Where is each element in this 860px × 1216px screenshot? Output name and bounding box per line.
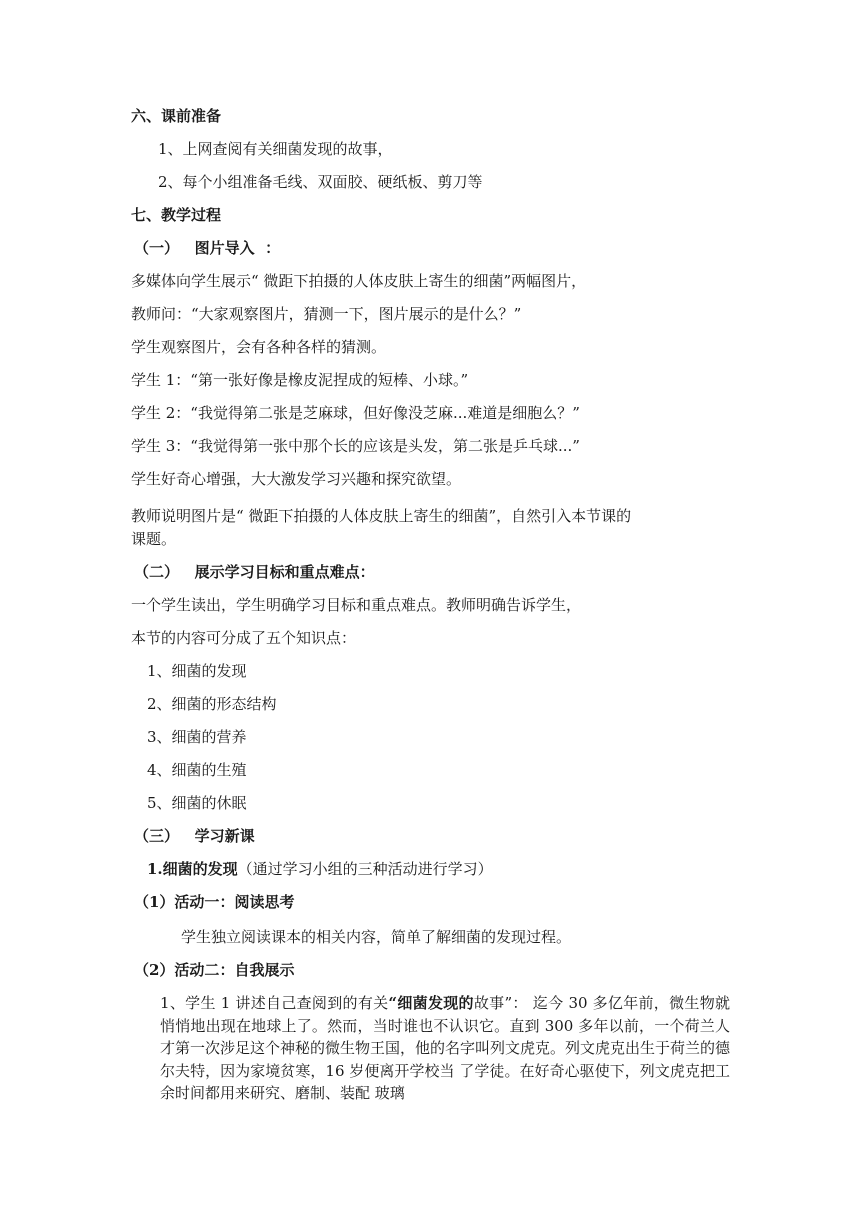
paragraph-student-1: 学生 1：“第一张好像是橡皮泥捏成的短棒、小球。” bbox=[131, 371, 469, 389]
activity-2-heading: （2）活动二：自我展示 bbox=[134, 961, 295, 979]
paragraph-five-points: 本节的内容可分成了五个知识点： bbox=[131, 629, 357, 647]
paragraph-teacher-explain-line1: 教师说明图片是“ 微距下拍摄的人体皮肤上寄生的细菌”，自然引入本节课的 bbox=[131, 507, 632, 525]
lesson-1-note: （通过学习小组的三种活动进行学习） bbox=[237, 860, 493, 878]
section-heading-prep: 六、课前准备 bbox=[131, 107, 222, 125]
lesson-1-title: 1.细菌的发现 bbox=[147, 860, 238, 878]
paragraph-teacher-explain-line2: 课题。 bbox=[131, 530, 177, 548]
knowledge-point-item: 1、细菌的发现 bbox=[147, 662, 247, 680]
paragraph-teacher-question: 教师问：“大家观察图片，猜测一下，图片展示的是什么？” bbox=[131, 305, 522, 323]
activity-1-heading: （1）活动一：阅读思考 bbox=[134, 893, 295, 911]
story-title-bold: “细菌发现的 bbox=[388, 994, 474, 1012]
prep-item-2: 2、每个小组准备毛线、双面胶、硬纸板、剪刀等 bbox=[158, 173, 483, 191]
paragraph-students-observe: 学生观察图片，会有各种各样的猜测。 bbox=[131, 338, 387, 356]
paragraph-read-goals: 一个学生读出，学生明确学习目标和重点难点。教师明确告诉学生， bbox=[131, 596, 582, 614]
knowledge-point-item: 2、细菌的形态结构 bbox=[147, 695, 277, 713]
part-heading-picture-intro: （一） 图片导入 ： bbox=[134, 239, 281, 257]
part-heading-goals: （二） 展示学习目标和重点难点： bbox=[134, 563, 375, 581]
activity-1-text: 学生独立阅读课本的相关内容，简单了解细菌的发现过程。 bbox=[181, 928, 572, 946]
part-heading-new-lesson: （三） 学习新课 bbox=[134, 827, 255, 845]
paragraph-student-3: 学生 3：“我觉得第一张中那个长的应该是头发，第二张是乒乓球...” bbox=[131, 437, 580, 455]
knowledge-point-item: 5、细菌的休眠 bbox=[147, 794, 247, 812]
knowledge-point-item: 3、细菌的营养 bbox=[147, 728, 247, 746]
paragraph-multimedia: 多媒体向学生展示“ 微距下拍摄的人体皮肤上寄生的细菌”两幅图片， bbox=[131, 272, 587, 290]
paragraph-student-2: 学生 2：“我觉得第二张是芝麻球，但好像没芝麻...难道是细胞么？” bbox=[131, 404, 580, 422]
story-lead: 1、学生 1 讲述自己查阅到的有关 bbox=[160, 994, 389, 1012]
lesson-1-line bbox=[147, 858, 493, 880]
section-heading-process: 七、教学过程 bbox=[131, 206, 222, 224]
paragraph-curiosity: 学生好奇心增强，大大激发学习兴趣和探究欲望。 bbox=[131, 470, 462, 488]
story-body: 故事”： 迄今 30 多亿年前，微生物就悄悄地出现在地球上了。然而，当时谁也不认识它。直到 300 多年以前，一个荷兰人才第一次涉足这个神秘的微生物王国，他的名字叫列文虎克。列文虎克出生于荷兰的德尔夫特，因为家境贫寒，16 岁便离开学校当 了学徒。在好奇心驱使下，列文虎克把工余时间都用来研究、磨制、装配 玻璃 bbox=[160, 994, 731, 1102]
story-paragraph bbox=[160, 992, 730, 1105]
prep-item-1: 1、上网查阅有关细菌发现的故事， bbox=[158, 140, 393, 158]
knowledge-point-item: 4、细菌的生殖 bbox=[147, 761, 247, 779]
